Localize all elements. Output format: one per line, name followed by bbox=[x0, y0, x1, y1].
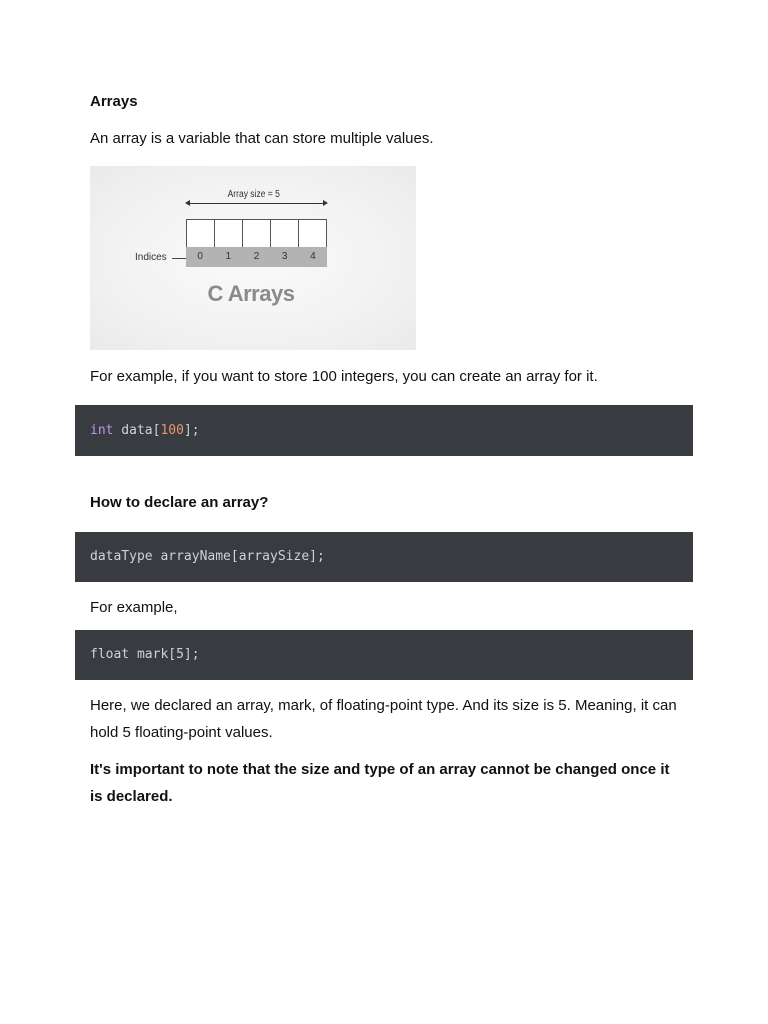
array-cell bbox=[270, 219, 299, 248]
index-label: 0 bbox=[197, 251, 203, 262]
indices-label: Indices bbox=[135, 252, 167, 263]
important-note: It's important to note that the size and type of an array cannot be changed once it is declared. bbox=[90, 761, 670, 805]
example-paragraph: For example, if you want to store 100 integers, you can create an array for it. bbox=[90, 368, 598, 385]
c-arrays-diagram bbox=[90, 166, 416, 350]
code-rest: ]; bbox=[183, 423, 200, 438]
array-cells bbox=[186, 219, 326, 248]
index-bar bbox=[186, 247, 327, 267]
index-label: 4 bbox=[310, 251, 316, 262]
size-arrow-line bbox=[187, 203, 325, 204]
indices-pointer-line bbox=[172, 258, 186, 259]
index-label: 2 bbox=[253, 251, 260, 262]
code-keyword: int bbox=[90, 423, 114, 438]
array-cell bbox=[186, 219, 215, 248]
explanation-paragraph: Here, we declared an array, mark, of floating-point type. And its size is 5. Meaning, it can hold 5 floating-point values. bbox=[90, 697, 677, 741]
for-example-label: For example, bbox=[90, 599, 178, 616]
arrow-right-icon bbox=[323, 200, 328, 206]
array-cell bbox=[298, 219, 327, 248]
arrow-left-icon bbox=[185, 200, 190, 206]
index-label: 3 bbox=[281, 251, 288, 262]
array-cell bbox=[242, 219, 271, 248]
code-block-float-mark: float mark[5]; bbox=[75, 630, 693, 680]
array-size-label: Array size = 5 bbox=[227, 189, 280, 200]
array-cell bbox=[214, 219, 243, 248]
diagram-title: C Arrays bbox=[207, 281, 295, 306]
section-title: Arrays bbox=[90, 93, 138, 110]
code-number: 100 bbox=[160, 423, 184, 438]
code-identifier: data[ bbox=[113, 423, 161, 438]
index-label: 1 bbox=[225, 251, 232, 262]
code-block-int-data bbox=[75, 405, 693, 456]
intro-paragraph: An array is a variable that can store multiple values. bbox=[90, 130, 434, 147]
code-block-syntax: dataType arrayName[arraySize]; bbox=[75, 532, 693, 582]
declare-heading: How to declare an array? bbox=[90, 494, 269, 511]
